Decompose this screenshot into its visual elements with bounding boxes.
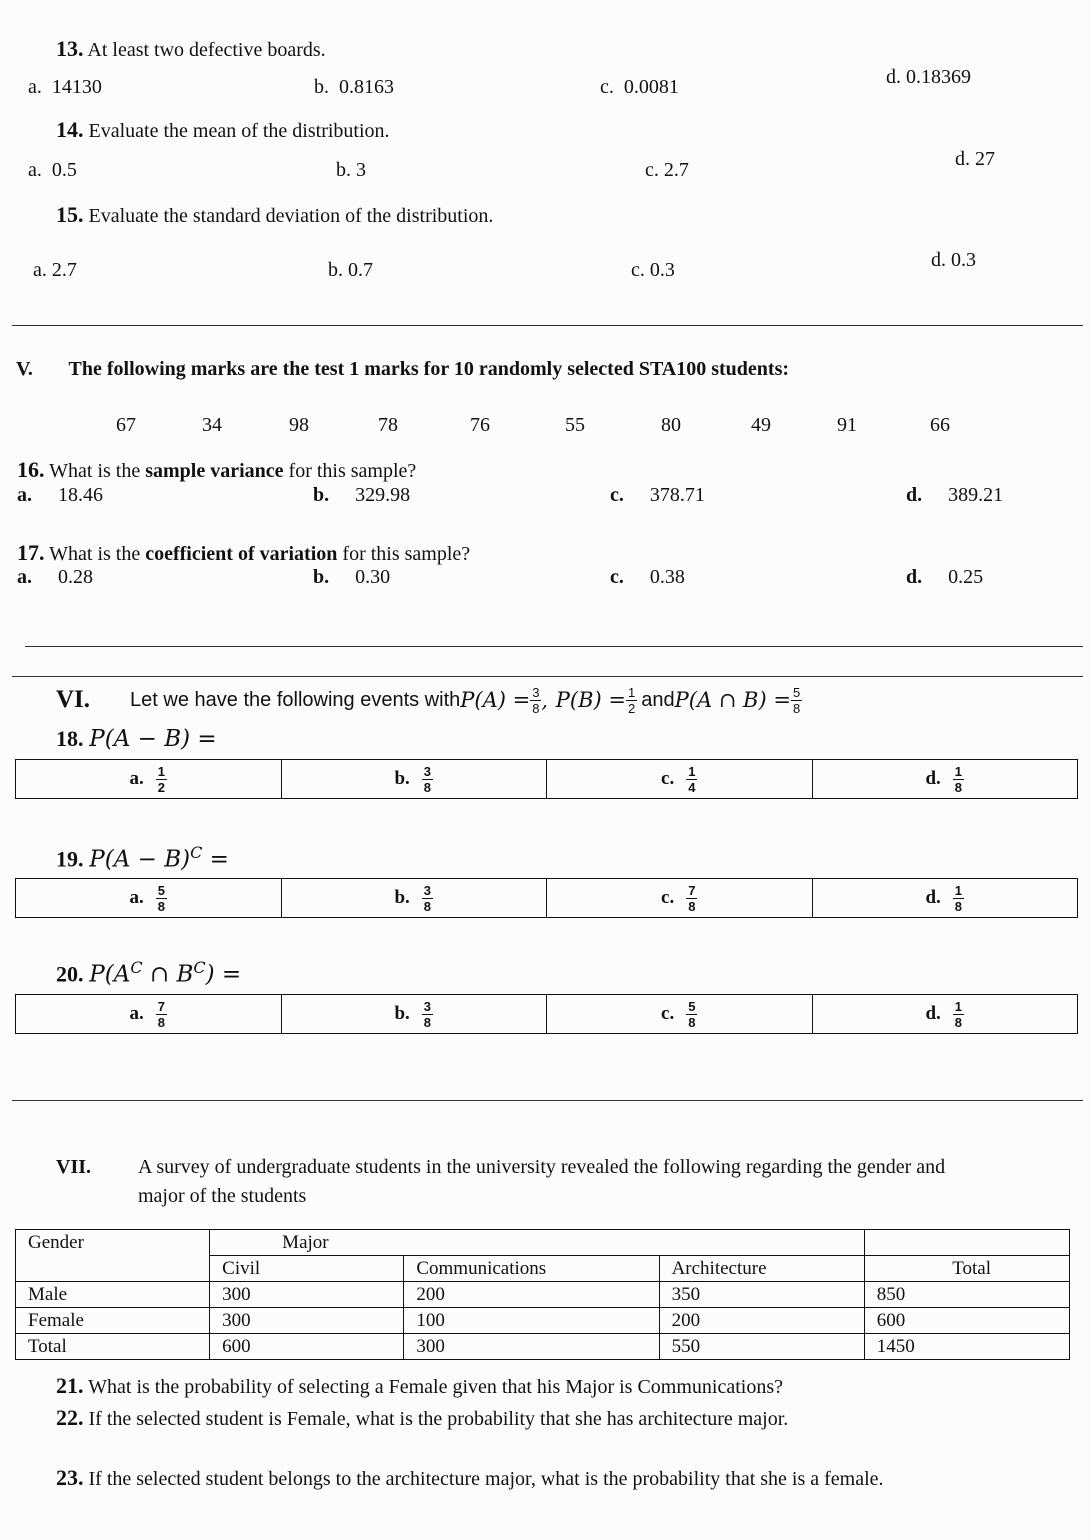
- question-16: [17, 457, 416, 483]
- option-letter: b.: [313, 566, 330, 588]
- q15-option-b[interactable]: [328, 259, 373, 282]
- table-cell: 1450: [864, 1334, 1069, 1360]
- numerator: 5: [157, 882, 165, 898]
- section-5-heading: [16, 358, 789, 381]
- prob-b-label: P(B) =: [555, 688, 627, 712]
- gender-header: Gender: [16, 1230, 210, 1282]
- q18-option-b[interactable]: [282, 760, 548, 798]
- option-fraction: [686, 765, 697, 794]
- option-fraction: [422, 884, 433, 913]
- question-text: At least two defective boards.: [87, 39, 326, 61]
- option-letter: c.: [600, 76, 614, 98]
- mark-value: 91: [837, 414, 857, 436]
- divider: [12, 325, 1083, 326]
- option-letter: d.: [925, 1003, 941, 1024]
- table-cell: 550: [659, 1334, 864, 1360]
- option-value: 0.7: [348, 259, 373, 281]
- major-header: Major: [210, 1230, 865, 1256]
- q13-option-a[interactable]: [28, 76, 102, 99]
- prob-b-fraction: [626, 686, 637, 715]
- option-value: 0.8163: [339, 76, 394, 98]
- q18-option-c[interactable]: [547, 760, 813, 798]
- denominator: 8: [157, 1014, 165, 1030]
- numerator: 3: [423, 998, 432, 1014]
- denominator: 8: [954, 898, 963, 914]
- denominator: 8: [688, 1014, 696, 1030]
- question-number: 14.: [56, 117, 84, 142]
- numerator: 5: [792, 684, 801, 700]
- option-value: 389.21: [948, 484, 1004, 506]
- option-letter: d.: [886, 66, 901, 88]
- mark-value: 80: [661, 414, 681, 436]
- option-letter: d.: [955, 148, 970, 170]
- section-7-roman: VII.: [56, 1156, 92, 1178]
- q20-options: [15, 994, 1078, 1034]
- total-header-spacer: [864, 1230, 1069, 1256]
- option-letter: c.: [631, 259, 645, 281]
- numerator: 7: [157, 998, 165, 1014]
- row-label: Male: [16, 1282, 210, 1308]
- option-value: 378.71: [649, 484, 705, 506]
- option-letter: c.: [610, 484, 624, 506]
- numerator: 1: [688, 763, 696, 779]
- question-text-post: for this sample?: [283, 460, 417, 482]
- option-value: 0.0081: [623, 76, 679, 98]
- q19-option-b[interactable]: [282, 879, 548, 917]
- option-letter: d.: [906, 566, 923, 588]
- option-fraction: [953, 884, 964, 913]
- question-number: 20.: [56, 961, 84, 987]
- option-letter: a.: [28, 76, 42, 98]
- numerator: 3: [423, 882, 432, 898]
- option-letter: a.: [129, 768, 144, 789]
- table-cell: 600: [864, 1308, 1069, 1334]
- question-expression-a: P(A: [89, 961, 131, 988]
- q15-option-a[interactable]: [33, 259, 77, 282]
- q18-option-d[interactable]: [813, 760, 1078, 798]
- prob-a-label: P(A) =: [460, 688, 531, 712]
- denominator: 8: [157, 898, 165, 914]
- numerator: 3: [532, 684, 540, 700]
- option-letter: a.: [129, 1003, 144, 1024]
- q13-option-b[interactable]: [314, 76, 394, 99]
- section-7-text-line2: major of the students: [138, 1185, 307, 1207]
- option-value: 0.30: [355, 566, 391, 588]
- q15-option-c[interactable]: [631, 259, 675, 282]
- mark-value: 34: [202, 414, 222, 436]
- question-text: If the selected student belongs to the architecture major, what is the probability that she is a female.: [88, 1468, 884, 1490]
- option-letter: b.: [394, 887, 410, 908]
- question-17: [17, 540, 470, 566]
- option-value: 18.46: [58, 484, 103, 506]
- question-expression-mid: ∩ B: [142, 961, 194, 988]
- option-value: 0.3: [951, 249, 976, 271]
- prob-ab-label: P(A ∩ B) =: [674, 688, 791, 712]
- complement-superscript: C: [130, 958, 143, 977]
- question-number: 22.: [56, 1405, 84, 1430]
- numerator: 7: [688, 882, 696, 898]
- option-letter: a.: [33, 259, 47, 281]
- denominator: 8: [423, 898, 432, 914]
- option-letter: d.: [906, 484, 923, 506]
- mark-value: 76: [470, 414, 490, 436]
- denominator: 8: [532, 700, 540, 716]
- table-cell: 300: [210, 1308, 404, 1334]
- q13-option-d[interactable]: [886, 66, 971, 89]
- divider: [12, 676, 1083, 677]
- section-roman: VI.: [56, 686, 91, 713]
- question-13: [56, 36, 326, 62]
- row-label: Female: [16, 1308, 210, 1334]
- numerator: 1: [954, 763, 963, 779]
- option-letter: b.: [328, 259, 343, 281]
- table-row: [16, 1308, 1070, 1334]
- table-cell: 200: [404, 1282, 659, 1308]
- numerator: 5: [688, 998, 696, 1014]
- option-fraction: [422, 765, 433, 794]
- option-letter: b.: [394, 768, 410, 789]
- question-number: 17.: [17, 540, 45, 565]
- question-text: Evaluate the standard deviation of the distribution.: [88, 205, 494, 227]
- question-text-bold: sample variance: [145, 460, 284, 482]
- question-21: [56, 1373, 783, 1399]
- option-fraction: [156, 1000, 167, 1029]
- table-header-row: [16, 1230, 1070, 1256]
- option-value: 0.38: [649, 566, 685, 588]
- denominator: 4: [688, 779, 696, 795]
- q17-option-c[interactable]: [610, 566, 685, 589]
- q19-option-c[interactable]: [547, 879, 813, 917]
- numerator: 1: [954, 882, 963, 898]
- complement-superscript: C: [190, 843, 203, 862]
- table-cell: 300: [404, 1334, 659, 1360]
- section-6-heading: [56, 682, 802, 718]
- question-14: [56, 117, 390, 143]
- question-18: [56, 726, 217, 752]
- question-20: [56, 958, 241, 988]
- column-header: Communications: [404, 1256, 659, 1282]
- section-7-text-line1: A survey of undergraduate students in the university revealed the following regarding the gender and: [138, 1156, 946, 1178]
- mark-value: 49: [751, 414, 771, 436]
- option-letter: b.: [394, 1003, 410, 1024]
- q19-option-a[interactable]: [16, 879, 282, 917]
- survey-table: [15, 1229, 1070, 1360]
- q14-option-b[interactable]: [336, 159, 366, 182]
- divider: [12, 1100, 1083, 1101]
- denominator: 2: [628, 700, 636, 716]
- denominator: 8: [423, 1014, 432, 1030]
- prob-a-fraction: [530, 686, 541, 715]
- question-text-bold: coefficient of variation: [145, 543, 338, 565]
- mark-value: 55: [565, 414, 585, 436]
- option-letter: b.: [314, 76, 329, 98]
- q16-option-c[interactable]: [610, 484, 705, 507]
- question-expression: P(A − B): [89, 846, 191, 873]
- option-value: 0.25: [948, 566, 984, 588]
- numerator: 1: [157, 763, 165, 779]
- column-header: Architecture: [659, 1256, 864, 1282]
- option-value: 0.3: [649, 259, 675, 281]
- option-value: 27: [975, 148, 995, 170]
- option-letter: d.: [931, 249, 946, 271]
- divider: [25, 646, 1083, 647]
- option-value: 329.98: [355, 484, 411, 506]
- q20-option-b[interactable]: [282, 995, 548, 1033]
- q16-option-a[interactable]: [17, 484, 103, 507]
- q17-option-a[interactable]: [17, 566, 93, 589]
- question-text: What is the probability of selecting a Female given that his Major is Communications?: [88, 1376, 783, 1398]
- option-letter: b.: [313, 484, 330, 506]
- table-cell: 300: [210, 1282, 404, 1308]
- question-text: Evaluate the mean of the distribution.: [88, 120, 390, 142]
- option-fraction: [156, 765, 167, 794]
- option-value: 2.7: [51, 259, 77, 281]
- option-fraction: [953, 765, 964, 794]
- denominator: 2: [157, 779, 165, 795]
- q18-options: [15, 759, 1078, 799]
- option-letter: c.: [661, 1003, 675, 1024]
- question-number: 21.: [56, 1373, 84, 1398]
- question-23: [56, 1465, 884, 1491]
- question-22: [56, 1405, 788, 1431]
- denominator: 8: [688, 898, 696, 914]
- question-number: 19.: [56, 846, 84, 872]
- q19-option-d[interactable]: [813, 879, 1078, 917]
- option-letter: a.: [28, 159, 42, 181]
- option-fraction: [422, 1000, 433, 1029]
- prob-ab-fraction: [791, 686, 802, 715]
- table-row: [16, 1334, 1070, 1360]
- option-letter: a.: [17, 566, 32, 588]
- option-value: 3: [356, 159, 366, 181]
- table-cell: 350: [659, 1282, 864, 1308]
- question-expression-tail: ) =: [205, 961, 242, 988]
- question-text-post: for this sample?: [337, 543, 471, 565]
- row-label: Total: [16, 1334, 210, 1360]
- q14-option-d[interactable]: [955, 148, 995, 171]
- option-fraction: [953, 1000, 964, 1029]
- option-letter: a.: [129, 887, 144, 908]
- denominator: 8: [954, 779, 963, 795]
- question-15: [56, 202, 493, 228]
- mark-value: 78: [378, 414, 398, 436]
- question-number: 23.: [56, 1465, 84, 1490]
- option-value: 2.7: [663, 159, 689, 181]
- q20-option-c[interactable]: [547, 995, 813, 1033]
- q16-option-b[interactable]: [313, 484, 410, 507]
- question-text-pre: What is the: [49, 543, 146, 565]
- question-number: 16.: [17, 457, 45, 482]
- q17-option-d[interactable]: [906, 566, 983, 589]
- option-value: 0.18369: [906, 66, 971, 88]
- option-letter: b.: [336, 159, 351, 181]
- option-letter: c.: [645, 159, 659, 181]
- q15-option-d[interactable]: [931, 249, 976, 272]
- q18-option-a[interactable]: [16, 760, 282, 798]
- denominator: 8: [423, 779, 432, 795]
- mark-value: 67: [116, 414, 136, 436]
- option-letter: c.: [661, 768, 675, 789]
- table-cell: 600: [210, 1334, 404, 1360]
- question-19: [56, 843, 229, 873]
- option-letter: c.: [661, 887, 675, 908]
- denominator: 8: [954, 1014, 963, 1030]
- q16-option-d[interactable]: [906, 484, 1003, 507]
- section-text: The following marks are the test 1 marks for 10 randomly selected STA100 students:: [68, 358, 790, 380]
- option-fraction: [156, 884, 167, 913]
- mark-value: 98: [289, 414, 309, 436]
- column-header: Civil: [210, 1256, 404, 1282]
- section-roman: V.: [16, 358, 33, 380]
- table-row: [16, 1282, 1070, 1308]
- complement-superscript: C: [193, 958, 206, 977]
- question-text: If the selected student is Female, what is the probability that she has architecture major.: [88, 1408, 789, 1430]
- option-letter: d.: [925, 887, 941, 908]
- question-text-pre: What is the: [49, 460, 146, 482]
- numerator: 1: [954, 998, 963, 1014]
- separator: ,: [541, 688, 548, 712]
- q14-option-a[interactable]: [28, 159, 77, 182]
- table-cell: 100: [404, 1308, 659, 1334]
- option-value: 0.5: [51, 159, 77, 181]
- q20-option-a[interactable]: [16, 995, 282, 1033]
- option-letter: a.: [17, 484, 32, 506]
- question-expression: P(A − B) =: [89, 726, 217, 752]
- column-header: Total: [864, 1256, 1069, 1282]
- numerator: 3: [423, 763, 432, 779]
- option-value: 14130: [51, 76, 102, 98]
- option-fraction: [686, 1000, 697, 1029]
- q20-option-d[interactable]: [813, 995, 1078, 1033]
- and-word: and: [641, 688, 675, 711]
- option-fraction: [686, 884, 697, 913]
- table-cell: 200: [659, 1308, 864, 1334]
- table-cell: 850: [864, 1282, 1069, 1308]
- option-letter: d.: [925, 768, 941, 789]
- mark-value: 66: [930, 414, 950, 436]
- numerator: 1: [628, 684, 636, 700]
- denominator: 8: [792, 700, 801, 716]
- q19-options: [15, 878, 1078, 918]
- q13-option-c[interactable]: [600, 76, 679, 99]
- q17-option-b[interactable]: [313, 566, 390, 589]
- question-number: 18.: [56, 726, 84, 751]
- option-letter: c.: [610, 566, 624, 588]
- section-lead: Let we have the following events with: [130, 688, 461, 711]
- question-number: 15.: [56, 202, 84, 227]
- question-number: 13.: [56, 36, 84, 61]
- option-value: 0.28: [58, 566, 93, 588]
- q14-option-c[interactable]: [645, 159, 689, 182]
- question-expression-tail: =: [202, 846, 229, 873]
